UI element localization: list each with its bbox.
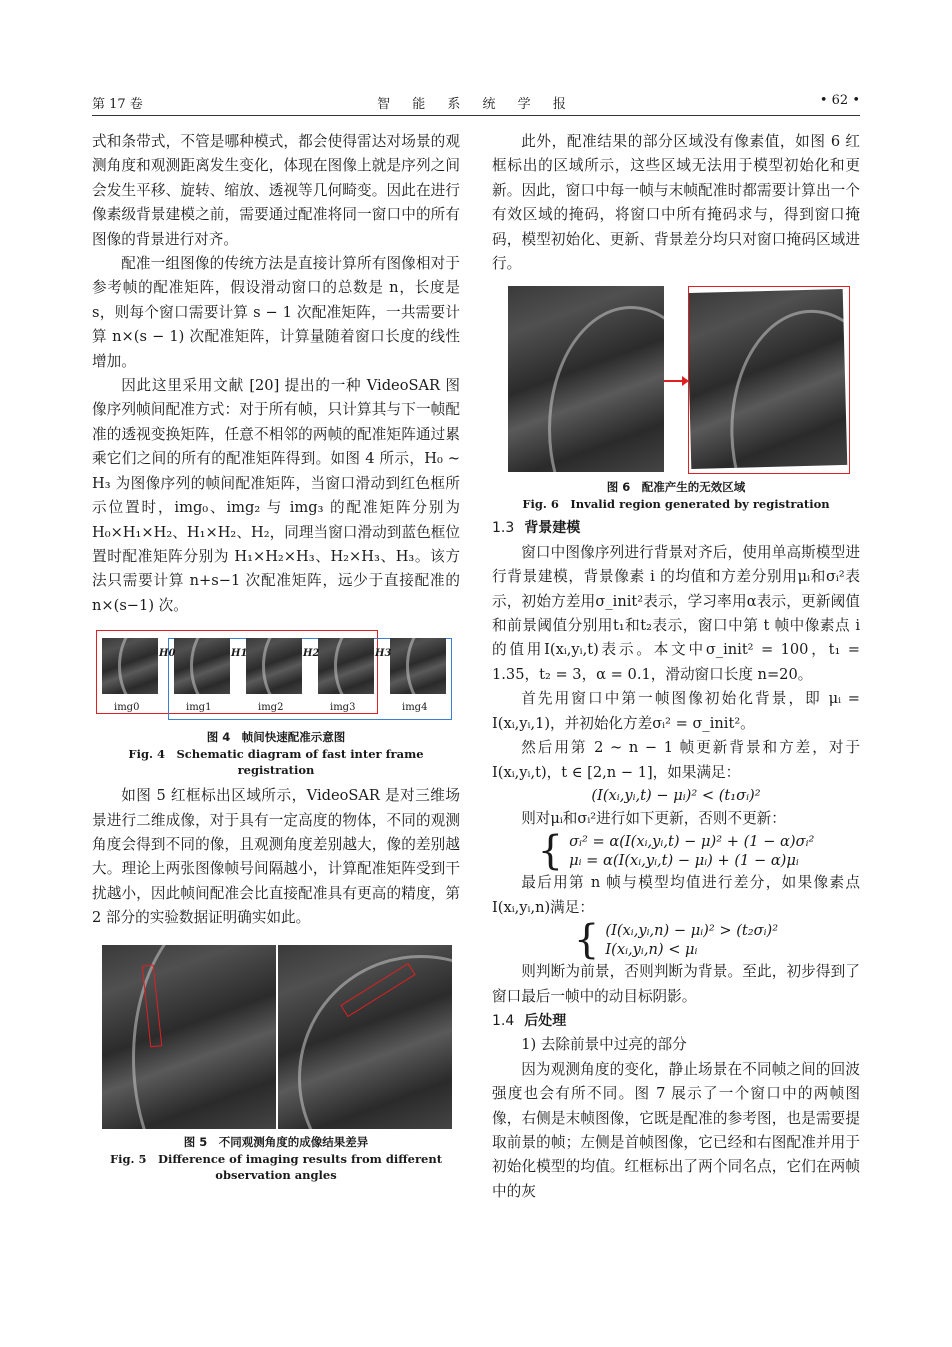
paragraph: 因此这里采用文献 [20] 提出的一种 VideoSAR 图像序列帧间配准方式：对于所有帧，只计算其与下一帧配准的透视变换矩阵，任意不相邻的两帧的配准矩阵通过累乘它们之间的所有的配准矩阵得到。如图 4 所示，H₀ ~ H₃ 为图像序列的帧间配准矩阵，当窗口滑动到红色框所示位置时，img₀、img₂ 与 img₃ 的配准矩阵分别为 H₀×H₁×H₂、H₁×H₂、H₂，同理当窗口滑动到蓝色框位置时配准矩阵分别为 H₁×H₂×H₃、H₂×H₃、H₃。该方法只需要计算 n+s−1 次配准矩阵，远少于直接配准的 n×(s−1) 次。 — [92, 377, 460, 614]
sar-image-left — [508, 286, 664, 472]
paragraph: 窗口中图像序列进行背景对齐后，使用单高斯模型进行背景建模，背景像素 i 的均值和方差分别用μᵢ和σᵢ²表示，初始方差用σ_init²表示，学习率用α表示，更新阈值和前景阈值分别用t₁和t₂表示，窗口中第 t 帧中像素点 i 的值用I(xᵢ,yᵢ,t)表示。本文中σ_init² = 100，t₁ = 1.35，t₂ = 3，α = 0.1，滑动窗口长度 n=20。 — [492, 543, 860, 683]
img-label: img4 — [402, 702, 428, 714]
invalid-region-box — [688, 286, 850, 474]
equation-system: { (I(xᵢ,yᵢ,n) − μᵢ)² > (t₂σᵢ)² I(xᵢ,yᵢ,n) < μᵢ — [573, 917, 779, 964]
sar-image-right — [688, 289, 847, 469]
paragraph: 首先用窗口中第一帧图像初始化背景，即 μᵢ = I(xᵢ,yᵢ,1)，并初始化方差σᵢ² = σ_init²。 — [492, 690, 860, 732]
section-heading: 1.4 后处理 — [492, 1012, 567, 1029]
h-label: H2 — [303, 648, 320, 660]
h-label: H0 — [159, 648, 176, 660]
left-column — [92, 130, 460, 1183]
equation: (I(xᵢ,yᵢ,t) − μᵢ)² < (t₁σᵢ)² — [591, 786, 761, 804]
journal-title: 智 能 系 统 学 报 — [377, 97, 575, 112]
paragraph: 然后用第 2 ~ n − 1 帧更新背景和方差，对于 I(xᵢ,yᵢ,t)，t ∈ [2,n − 1]，如果满足： — [492, 739, 860, 781]
frame-image — [102, 638, 158, 694]
equation-line: σᵢ² = α(I(xᵢ,yᵢ,t) − μ)² + (1 − α)σᵢ² — [569, 833, 815, 851]
equation-line: I(xᵢ,yᵢ,n) < μᵢ — [605, 941, 698, 959]
figure-caption-cn: 图 6 配准产生的无效区域 — [606, 480, 746, 495]
page-number: • 62 • — [819, 93, 860, 108]
h-label: H1 — [231, 648, 248, 660]
volume-label: 第 17 卷 — [92, 97, 143, 112]
figure-caption-en: Fig. 6 Invalid region generated by registration — [522, 497, 830, 512]
sar-image-right — [278, 945, 452, 1129]
equation-line: (I(xᵢ,yᵢ,n) − μᵢ)² > (t₂σᵢ)² — [605, 922, 779, 940]
frame-image — [390, 638, 446, 694]
paragraph: 最后用第 n 帧与模型均值进行差分，如果像素点I(xᵢ,yᵢ,n)满足： — [492, 874, 860, 916]
figure-6 — [492, 286, 860, 474]
img-label: img0 — [114, 702, 140, 714]
frame-image — [246, 638, 302, 694]
paragraph: 如图 5 红框标出区域所示，VideoSAR 是对三维场景进行二维成像，对于具有一定高度的物体，不同的观测角度会得到不同的像，且观测角度差别越大，像的差别越大。理论上两张图像帧号间隔越小，计算配准矩阵受到干扰越小，因此帧间配准会比直接配准具有更高的精度，第 2 部分的实验数据证明确实如此。 — [92, 787, 460, 927]
h-label: H3 — [375, 648, 392, 660]
frame-image — [318, 638, 374, 694]
section-heading: 1.3 背景建模 — [492, 520, 581, 537]
figure-caption-en: Fig. 4 Schematic diagram of fast inter frame registration — [128, 747, 424, 778]
img-label: img1 — [186, 702, 212, 714]
equation-line: μᵢ = α(I(xᵢ,yᵢ,t) − μᵢ) + (1 − α)μᵢ — [569, 852, 799, 870]
paragraph: 则判断为前景，否则判断为背景。至此，初步得到了窗口最后一帧中的动目标阴影。 — [492, 963, 860, 1005]
paragraph: 因为观测角度的变化，静止场景在不同帧之间的回波强度也会有所不同。图 7 展示了一个窗口中的两帧图像，右侧是末帧图像，它既是配准的参考图，也是需要提取前景的帧；左侧是首帧图像，它已经和右图配准并用于初始化模型的均值。红框标出了两个同名点，它们在两帧中的灰 — [492, 1060, 860, 1200]
figure-caption-cn: 图 4 帧间快速配准示意图 — [206, 730, 346, 745]
frame-image — [174, 638, 230, 694]
img-label: img3 — [330, 702, 356, 714]
paragraph: 1) 去除前景中过亮的部分 — [521, 1036, 687, 1054]
paragraph: 配准一组图像的传统方法是直接计算所有图像相对于参考帧的配准矩阵，假设滑动窗口的总数是 n，长度是 s，则每个窗口需要计算 s − 1 次配准矩阵，一共需要计算 n×(s − 1) 次配准矩阵，计算量随着窗口长度的线性增加。 — [92, 255, 460, 370]
figure-caption-cn: 图 5 不同观测角度的成像结果差异 — [183, 1134, 369, 1149]
img-label: img2 — [258, 702, 284, 714]
paragraph: 式和条带式，不管是哪种模式，都会使得雷达对场景的观测角度和观测距离发生变化，体现在图像上就是序列之间会发生平移、旋转、缩放、透视等几何畸变。因此在进行像素级背景建模之前，需要通过配准将同一窗口中的所有图像的背景进行对齐。 — [92, 133, 460, 248]
page-header — [92, 93, 860, 116]
sar-image-left — [102, 945, 276, 1129]
figure-5 — [92, 945, 460, 1129]
figure-caption-en: Fig. 5 Difference of imaging results from different observation angles — [109, 1151, 443, 1182]
equation-system: { σᵢ² = α(I(xᵢ,yᵢ,t) − μ)² + (1 − α)σᵢ² μᵢ = α(I(xᵢ,yᵢ,t) − μᵢ) + (1 − α)μᵢ — [537, 828, 815, 875]
figure-4 — [92, 628, 460, 740]
paragraph: 此外，配准结果的部分区域没有像素值，如图 6 红框标出的区域所示，这些区域无法用于模型初始化和更新。因此，窗口中每一帧与末帧配准时都需要计算出一个有效区域的掩码，将窗口中所有掩码求与，得到窗口掩码，模型初始化、更新、背景差分均只对窗口掩码区域进行。 — [492, 133, 860, 273]
paragraph: 则对μᵢ和σᵢ²进行如下更新，否则不更新： — [521, 809, 786, 827]
right-column — [492, 130, 860, 1204]
